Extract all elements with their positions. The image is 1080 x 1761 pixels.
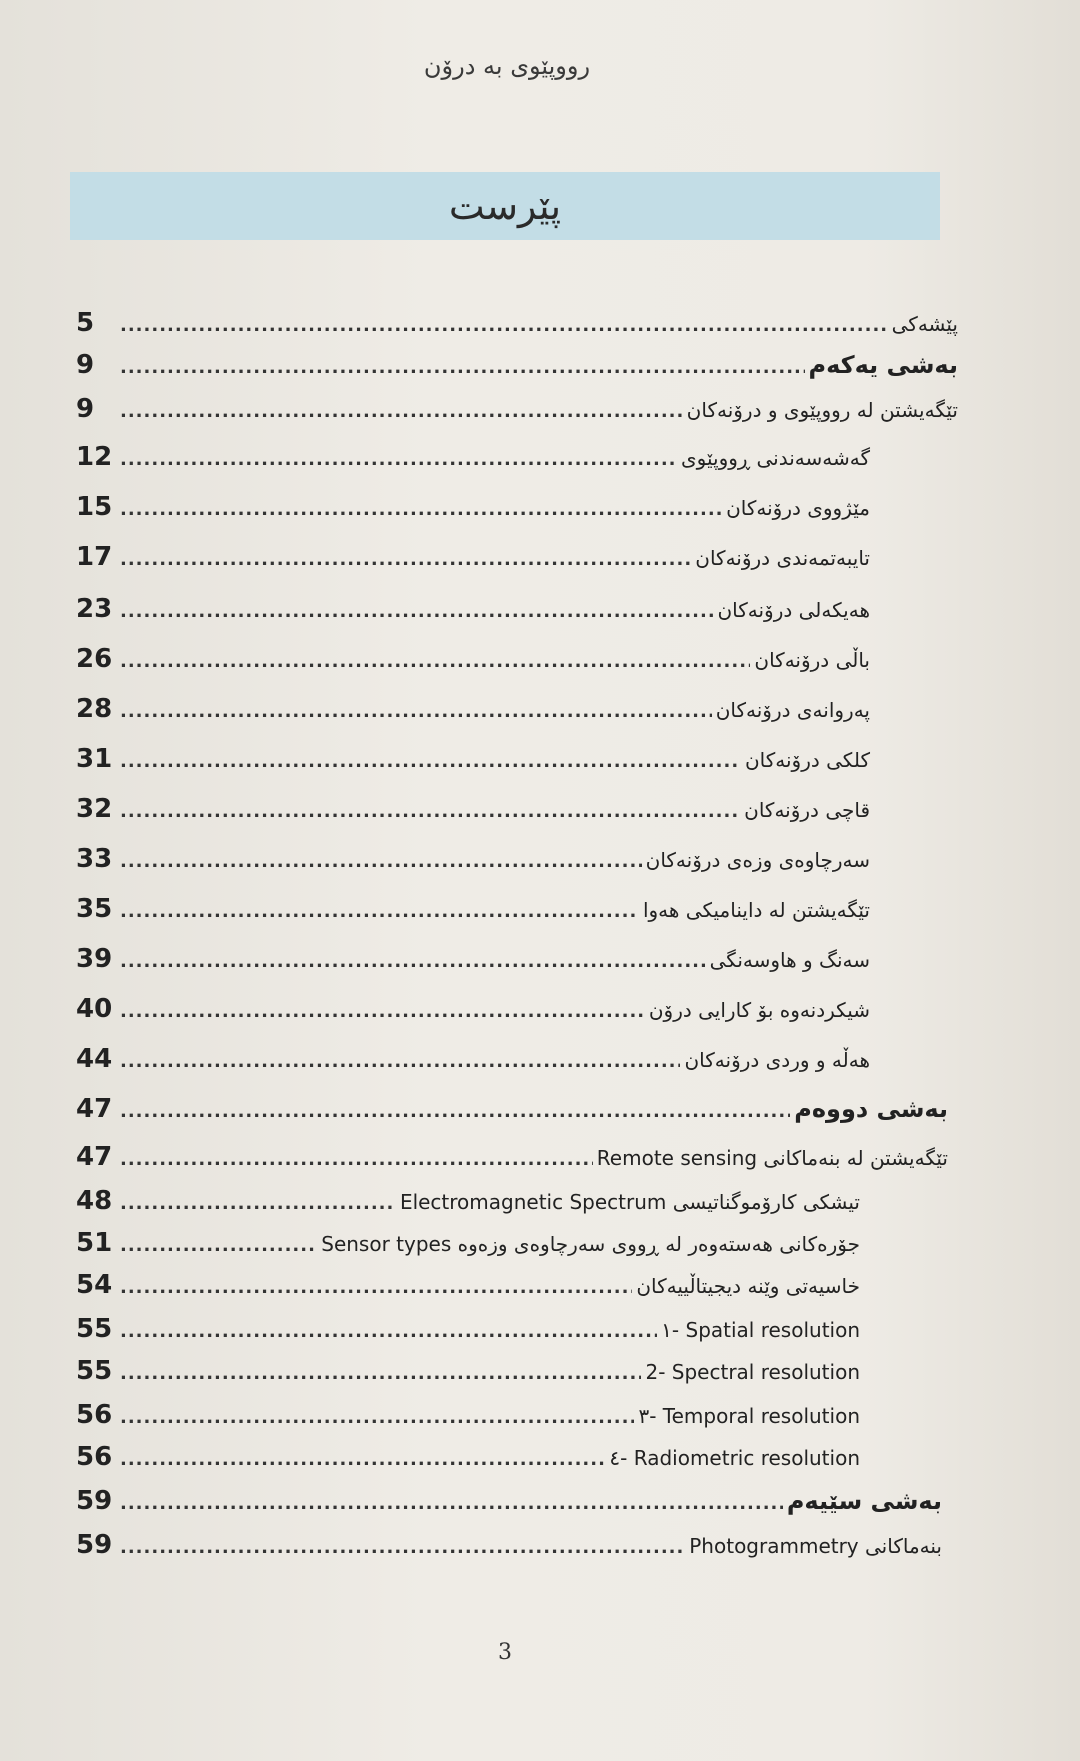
toc-entry (76, 1356, 860, 1396)
toc-entry (76, 1228, 860, 1268)
toc-entry (76, 1270, 860, 1310)
toc-page-number: 17 (76, 542, 113, 572)
leader-dots (120, 1537, 685, 1558)
leader-dots (120, 951, 706, 972)
toc-page-number: 9 (76, 394, 95, 424)
toc-entry (76, 1530, 942, 1570)
toc-entry-label: پەروانەی درۆنەکان (715, 698, 870, 722)
toc-entry-label: بنەماکانی Photogrammetry (689, 1534, 942, 1558)
toc-entry-label: خاسیەتی وێنە دیجیتاڵییەکان (636, 1274, 860, 1298)
toc-entry (76, 1142, 948, 1182)
toc-entry (76, 644, 870, 684)
toc-entry-label: پێشەکی (891, 312, 958, 336)
toc-entry-introduction (76, 308, 958, 348)
toc-page-number: 39 (76, 944, 113, 974)
toc-page-number: 40 (76, 994, 113, 1024)
leader-dots (120, 401, 683, 422)
toc-entry-label: سەنگ و هاوسەنگی (709, 948, 870, 972)
leader-dots (120, 651, 750, 672)
toc-entry-label: ١- Spatial resolution (661, 1318, 860, 1342)
toc-page-number: 31 (76, 744, 113, 774)
toc-entry-label: ٤- Radiometric resolution (609, 1446, 860, 1470)
page-number: 3 (498, 1640, 512, 1665)
toc-page-number: 32 (76, 794, 113, 824)
toc-entry (76, 442, 870, 482)
toc-entry (76, 542, 870, 582)
toc-page-number: 59 (76, 1530, 113, 1560)
toc-page-number: 23 (76, 594, 113, 624)
toc-entry (76, 594, 870, 634)
toc-entry-label: 2- Spectral resolution (645, 1360, 860, 1384)
toc-entry-label: ٣- Temporal resolution (638, 1404, 860, 1428)
toc-page-number: 55 (76, 1314, 113, 1344)
toc-entry-label: گەشەسەندنی ڕووپێوی (681, 446, 870, 470)
toc-entry (76, 1442, 860, 1482)
toc-entry-label: هەڵە و وردی درۆنەکان (684, 1048, 870, 1072)
running-header: رووپێوی بە درۆن (423, 52, 591, 80)
leader-dots (120, 1193, 396, 1214)
leader-dots (120, 851, 642, 872)
leader-dots (120, 801, 740, 822)
toc-page-number: 35 (76, 894, 113, 924)
toc-entry-label: باڵی درۆنەکان (754, 648, 870, 672)
leader-dots (120, 1001, 645, 1022)
toc-page-number: 5 (76, 308, 95, 338)
toc-page-number: 15 (76, 492, 113, 522)
leader-dots (120, 1363, 641, 1384)
toc-page-number: 28 (76, 694, 113, 724)
leader-dots (120, 751, 741, 772)
leader-dots (120, 315, 888, 336)
toc-part-label: بەشی سێیەم (786, 1487, 942, 1515)
toc-entry-part-two (76, 1094, 948, 1134)
toc-entry (76, 394, 958, 434)
toc-entry (76, 794, 870, 834)
toc-entry-label: قاچی درۆنەکان (744, 798, 870, 822)
toc-page-number: 55 (76, 1356, 113, 1386)
leader-dots (120, 701, 712, 722)
toc-page-number: 56 (76, 1442, 113, 1472)
toc-page-number: 59 (76, 1486, 113, 1516)
leader-dots (120, 601, 713, 622)
leader-dots (120, 449, 677, 470)
toc-entry-label: تایبەتمەندی درۆنەکان (695, 546, 870, 570)
toc-page-number: 33 (76, 844, 113, 874)
toc-entry (76, 994, 870, 1034)
leader-dots (120, 901, 639, 922)
toc-page-number: 44 (76, 1044, 113, 1074)
toc-entry (76, 492, 870, 532)
toc-entry (76, 1186, 860, 1226)
leader-dots (120, 1277, 632, 1298)
toc-part-label: بەشی یەکەم (808, 351, 958, 379)
toc-entry (76, 944, 870, 984)
toc-page-number: 56 (76, 1400, 113, 1430)
leader-dots (120, 1149, 593, 1170)
toc-entry-label: شیکردنەوە بۆ کارایی درۆن (648, 998, 870, 1022)
toc-entry-label: سەرچاوەی وزەی درۆنەکان (645, 848, 870, 872)
toc-entry (76, 1044, 870, 1084)
toc-entry (76, 894, 870, 934)
toc-entry-label: تێگەیشتن لە بنەماکانی Remote sensing (596, 1146, 948, 1170)
toc-page-number: 9 (76, 350, 95, 380)
toc-entry (76, 744, 870, 784)
toc-page-number: 12 (76, 442, 113, 472)
toc-entry-label: تێگەیشتن لە داینامیکی هەوا (642, 898, 870, 922)
leader-dots (120, 1449, 605, 1470)
page-title: پێرست (448, 184, 562, 228)
toc-page-number: 54 (76, 1270, 113, 1300)
leader-dots (120, 1101, 790, 1122)
leader-dots (120, 499, 722, 520)
toc-entry-label: هەیکەلی درۆنەکان (717, 598, 870, 622)
toc-entry-label: تێگەیشتن لە رووپێوی و درۆنەکان (686, 398, 958, 422)
toc-entry-label: مێژووی درۆنەکان (726, 496, 870, 520)
toc-entry (76, 694, 870, 734)
leader-dots (120, 1051, 680, 1072)
toc-entry (76, 844, 870, 884)
toc-page-number: 26 (76, 644, 113, 674)
leader-dots (120, 357, 805, 378)
leader-dots (120, 1407, 634, 1428)
leader-dots (120, 1235, 317, 1256)
toc-entry (76, 1314, 860, 1354)
toc-page-number: 47 (76, 1142, 113, 1172)
toc-page-number: 47 (76, 1094, 113, 1124)
leader-dots (120, 1321, 657, 1342)
toc-entry-label: تیشکی کارۆموگناتیسی Electromagnetic Spectrum (399, 1190, 860, 1214)
toc-entry-label: جۆرەکانی هەستەوەر لە ڕووی سەرچاوەی وزەوە Sensor types (321, 1232, 860, 1256)
toc-entry-label: کلکی درۆنەکان (744, 748, 870, 772)
toc-entry-part-three (76, 1486, 942, 1526)
toc-entry (76, 1400, 860, 1440)
toc-part-label: بەشی دووەم (794, 1095, 948, 1123)
leader-dots (120, 1493, 783, 1514)
toc-page-number: 48 (76, 1186, 113, 1216)
toc-page-number: 51 (76, 1228, 113, 1258)
toc-entry-part-one (76, 350, 958, 390)
leader-dots (120, 549, 691, 570)
